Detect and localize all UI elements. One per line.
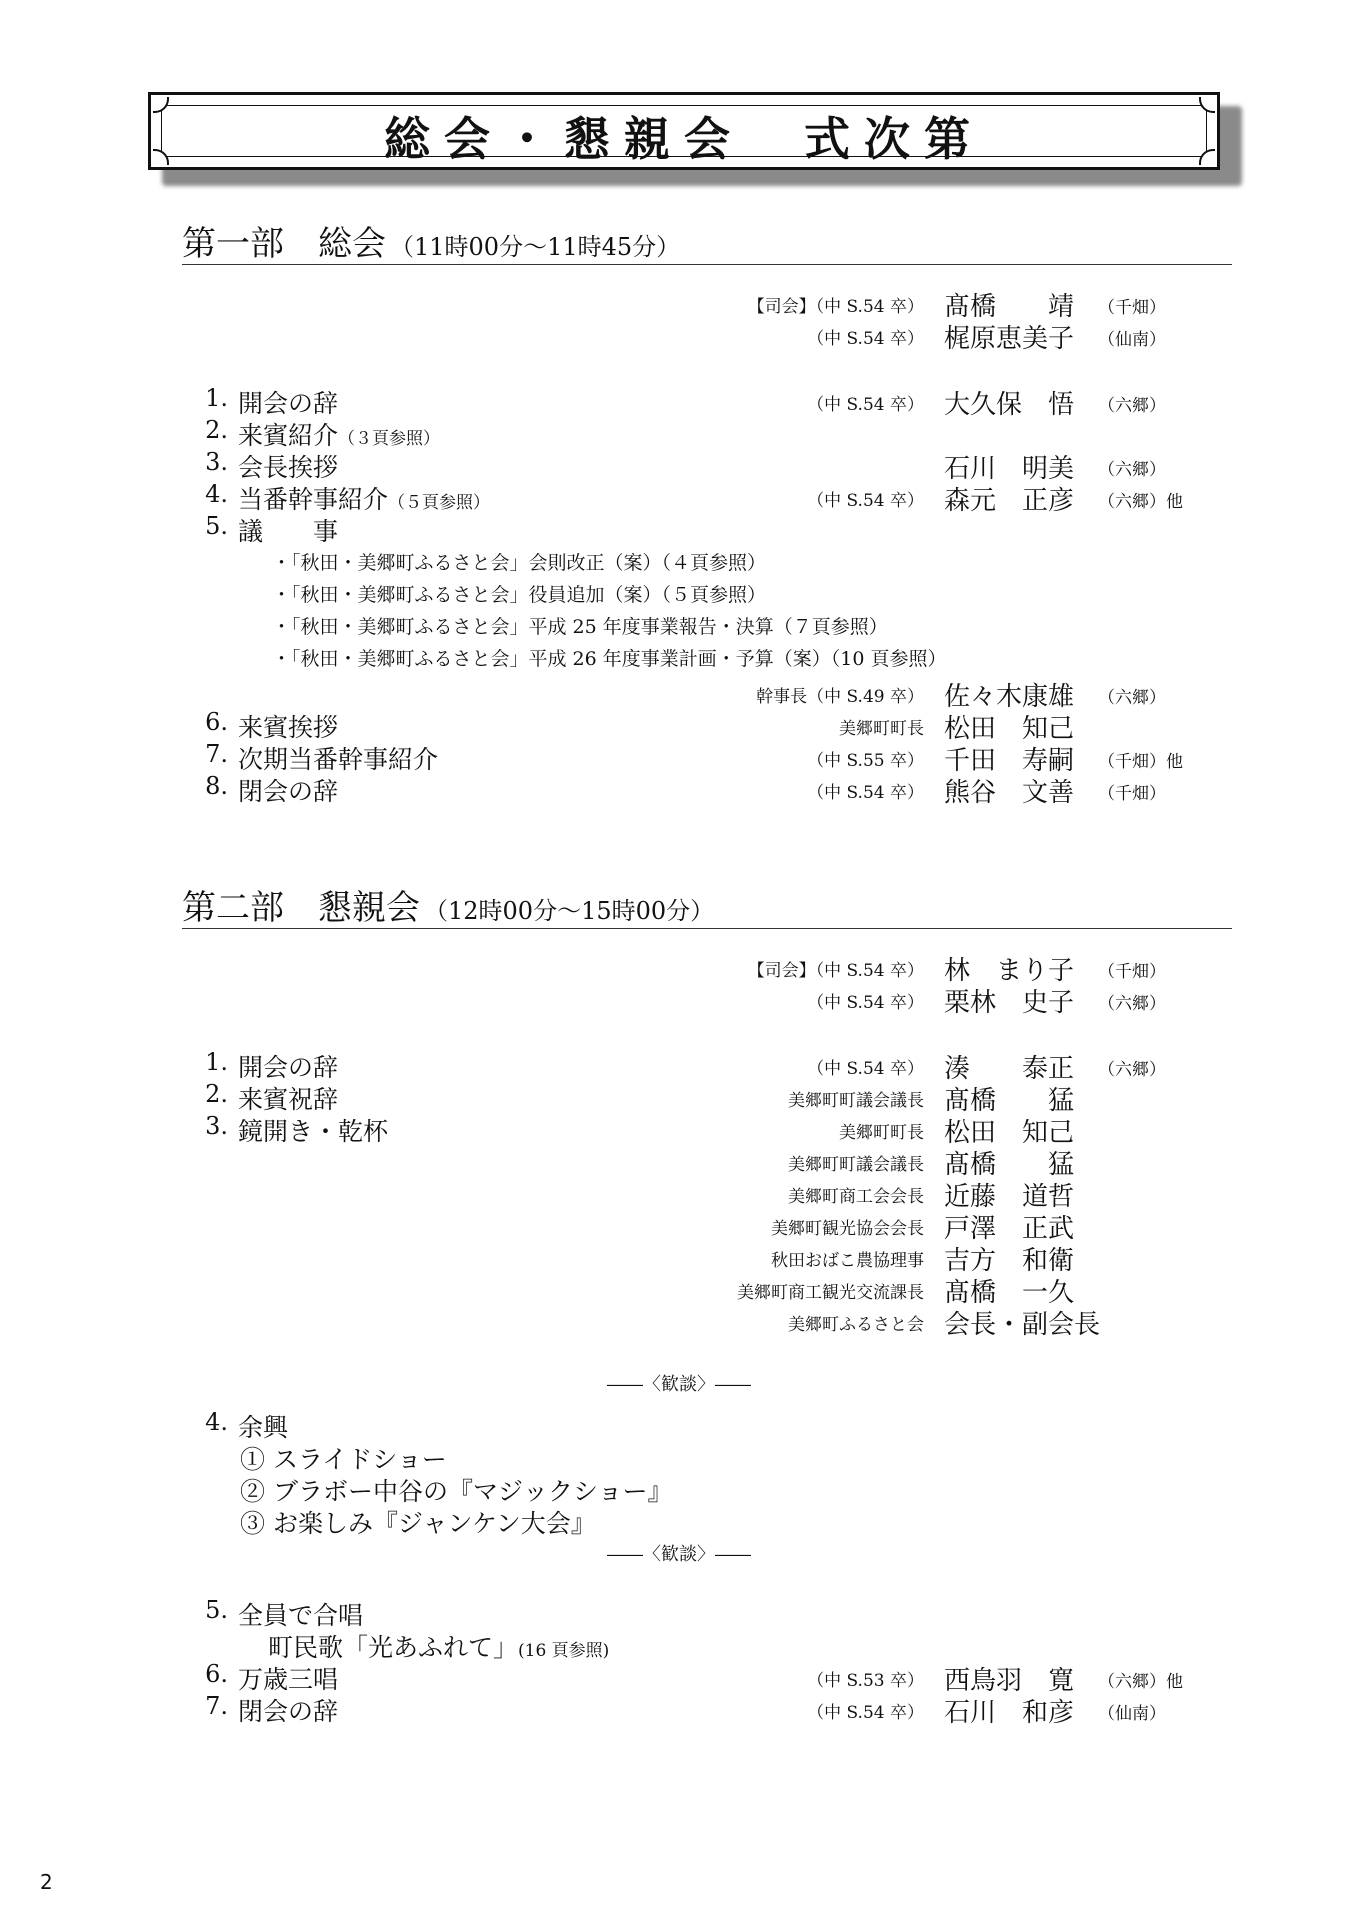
item-home: （六郷） (1098, 1060, 1166, 1080)
host-name: 林 まり子 (944, 956, 1075, 986)
chair-home: （六郷） (1098, 688, 1166, 708)
page-ref: （５頁参照） (388, 493, 491, 513)
item-role: （中 S.54 卒） (807, 1703, 924, 1723)
part1-heading (182, 216, 1232, 265)
item-number: 3. (205, 448, 228, 476)
entertainment-text: ① スライドショー (240, 1445, 447, 1474)
item-person: 松田 知己 (944, 1118, 1075, 1148)
toast-row (0, 1176, 1358, 1212)
agenda-item (0, 644, 1358, 676)
part1-host-row (0, 318, 1358, 354)
kandan-divider: ――〈歓談〉―― (607, 1374, 751, 1395)
page-number: 2 (40, 1870, 53, 1894)
item-role: （中 S.53 卒） (807, 1671, 924, 1691)
item-role: （中 S.54 卒） (807, 491, 924, 511)
agenda-item (0, 548, 1358, 580)
host-role: 【司会】（中 S.54 卒） (747, 297, 924, 317)
toast-name: 髙橋 猛 (944, 1150, 1075, 1180)
toast-name: 近藤 道哲 (944, 1182, 1075, 1212)
toast-row (0, 1144, 1358, 1180)
item-label: 余興 (238, 1413, 289, 1442)
item-number: 4. (205, 1408, 228, 1436)
host-name: 梶原恵美子 (944, 324, 1075, 354)
program-item (0, 448, 1358, 484)
agenda-text: ・「秋田・美郷町ふるさと会」平成 25 年度事業報告・決算（７頁参照） (272, 616, 888, 638)
host-name: 髙橋 靖 (944, 292, 1075, 322)
item-number: 6. (205, 708, 228, 736)
entertainment-item (0, 1472, 1358, 1504)
page-ref: (16 頁参照) (518, 1641, 610, 1661)
item-person: 髙橋 猛 (944, 1086, 1075, 1116)
agenda-text: ・「秋田・美郷町ふるさと会」役員追加（案）（５頁参照） (272, 584, 767, 606)
program-item (0, 1596, 1358, 1628)
program-item (0, 1660, 1358, 1696)
item-number: 7. (205, 740, 228, 768)
item-number: 6. (205, 1660, 228, 1688)
toast-role: 美郷町ふるさと会 (788, 1315, 924, 1335)
agenda-item (0, 580, 1358, 612)
item-home: （六郷）他 (1098, 1672, 1183, 1692)
item-number: 2. (205, 416, 228, 444)
toast-role: 美郷町観光協会会長 (771, 1219, 924, 1239)
item-role: 美郷町町長 (839, 1123, 924, 1143)
host-home: （仙南） (1098, 330, 1166, 350)
host-role: （中 S.54 卒） (807, 993, 924, 1013)
item-person: 松田 知己 (944, 714, 1075, 744)
item-number: 7. (205, 1692, 228, 1720)
item-role: （中 S.54 卒） (807, 1059, 924, 1079)
item-label: 開会の辞 (238, 389, 339, 418)
program-item (0, 1048, 1358, 1084)
item-person: 森元 正彦 (944, 486, 1075, 516)
toast-name: 戸澤 正武 (944, 1214, 1075, 1244)
agenda-text: ・「秋田・美郷町ふるさと会」平成 26 年度事業計画・予算（案）（10 頁参照） (272, 648, 947, 670)
host-name: 栗林 史子 (944, 988, 1075, 1018)
item-label-wrap (238, 416, 440, 452)
item-label: 会長挨拶 (238, 453, 339, 482)
item-number: 3. (205, 1112, 228, 1140)
item-home: （六郷） (1098, 396, 1166, 416)
part2-time: （12時00分〜15時00分） (424, 897, 715, 925)
item-role: （中 S.54 卒） (807, 783, 924, 803)
program-item (0, 512, 1358, 544)
item-person: 石川 和彦 (944, 1698, 1075, 1728)
toast-role: 秋田おばこ農協理事 (771, 1251, 924, 1271)
toast-row (0, 1304, 1358, 1340)
item-label: 次期当番幹事紹介 (238, 745, 439, 774)
item-home: （千畑） (1098, 784, 1166, 804)
entertainment-item (0, 1504, 1358, 1536)
program-item (0, 416, 1358, 448)
host-role: 【司会】（中 S.54 卒） (747, 961, 924, 981)
toast-role: 美郷町商工観光交流課長 (737, 1283, 924, 1303)
item-number: 1. (205, 384, 228, 412)
item-number: 1. (205, 1048, 228, 1076)
item-label: 全員で合唱 (238, 1601, 364, 1630)
item-person: 熊谷 文善 (944, 778, 1075, 808)
toast-row (0, 1240, 1358, 1276)
song-wrap (268, 1628, 609, 1664)
program-item (0, 740, 1358, 776)
entertainment-text: ② ブラボー中谷の『マジックショー』 (240, 1477, 673, 1506)
item-home: （仙南） (1098, 1704, 1166, 1724)
program-item (0, 384, 1358, 420)
program-item (0, 708, 1358, 744)
song-row (0, 1628, 1358, 1660)
item-label: 万歳三唱 (238, 1665, 339, 1694)
item-role: （中 S.55 卒） (807, 751, 924, 771)
banner-frame (148, 92, 1220, 170)
item-person: 石川 明美 (944, 454, 1075, 484)
item-label: 議 事 (238, 517, 339, 546)
program-item (0, 1080, 1358, 1116)
part2-host-row (0, 982, 1358, 1018)
program-item (0, 1692, 1358, 1728)
toast-role: 美郷町町議会議長 (788, 1155, 924, 1175)
kandan-divider: ――〈歓談〉―― (607, 1544, 751, 1565)
program-item (0, 772, 1358, 808)
part1-time: （11時00分〜11時45分） (390, 233, 681, 261)
program-item (0, 480, 1358, 516)
item-label: 開会の辞 (238, 1053, 339, 1082)
part1-title: 第一部 総会 (182, 224, 386, 264)
part2-host-row (0, 950, 1358, 986)
item-label: 来賓祝辞 (238, 1085, 339, 1114)
item-label: 鏡開き・乾杯 (238, 1117, 389, 1146)
title-banner (148, 92, 1228, 172)
item-label: 閉会の辞 (238, 777, 339, 806)
item-person: 千田 寿嗣 (944, 746, 1075, 776)
toast-row (0, 1208, 1358, 1244)
toast-name: 会長・副会長 (944, 1310, 1101, 1340)
part2-title: 第二部 懇親会 (182, 888, 420, 928)
agenda-item (0, 612, 1358, 644)
item-home: （六郷） (1098, 460, 1166, 480)
program-item (0, 1112, 1358, 1148)
program-item (0, 1408, 1358, 1440)
agenda-chair-row (0, 676, 1358, 712)
item-home: （六郷）他 (1098, 492, 1183, 512)
item-label: 当番幹事紹介 (238, 485, 389, 514)
entertainment-text: ③ お楽しみ『ジャンケン大会』 (240, 1509, 596, 1538)
item-role: 美郷町町議会議長 (788, 1091, 924, 1111)
item-label-wrap (238, 480, 490, 516)
host-home: （六郷） (1098, 994, 1166, 1014)
item-person: 湊 泰正 (944, 1054, 1075, 1084)
entertainment-item (0, 1440, 1358, 1472)
agenda-text: ・「秋田・美郷町ふるさと会」会則改正（案）（４頁参照） (272, 552, 767, 574)
chair-name: 佐々木康雄 (944, 682, 1075, 712)
host-home: （千畑） (1098, 962, 1166, 982)
item-role: 美郷町町長 (839, 719, 924, 739)
part2-heading (182, 880, 1232, 929)
toast-name: 吉方 和衛 (944, 1246, 1075, 1276)
item-label: 閉会の辞 (238, 1697, 339, 1726)
item-label: 来賓挨拶 (238, 713, 339, 742)
host-home: （千畑） (1098, 298, 1166, 318)
toast-name: 髙橋 一久 (944, 1278, 1075, 1308)
toast-role: 美郷町商工会会長 (788, 1187, 924, 1207)
item-number: 4. (205, 480, 228, 508)
item-person: 大久保 悟 (944, 390, 1075, 420)
item-person: 西鳥羽 寛 (944, 1666, 1075, 1696)
item-role: （中 S.54 卒） (807, 395, 924, 415)
host-role: （中 S.54 卒） (807, 329, 924, 349)
item-number: 5. (205, 1596, 228, 1624)
item-number: 2. (205, 1080, 228, 1108)
item-number: 5. (205, 512, 228, 540)
song-title: 町民歌「光あふれて」 (268, 1633, 519, 1662)
item-home: （千畑）他 (1098, 752, 1183, 772)
page-ref: （３頁参照） (338, 429, 441, 449)
part1-host-row (0, 286, 1358, 322)
chair-role: 幹事長（中 S.49 卒） (756, 687, 924, 707)
page-title: 総会・懇親会 式次第 (384, 112, 984, 166)
item-label: 来賓紹介 (238, 421, 339, 450)
toast-row (0, 1272, 1358, 1308)
item-number: 8. (205, 772, 228, 800)
